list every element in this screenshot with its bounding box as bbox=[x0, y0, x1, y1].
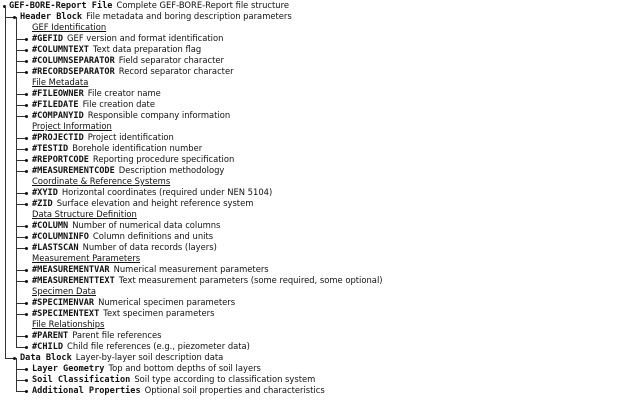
field-node bbox=[32, 88, 161, 99]
field-node-dot bbox=[25, 49, 28, 52]
field-node bbox=[32, 275, 383, 286]
field-node-dot bbox=[25, 148, 28, 151]
field-node-dot bbox=[25, 302, 28, 305]
node-description: File metadata and boring description parameters bbox=[86, 11, 292, 21]
node-description: Numerical specimen parameters bbox=[98, 297, 236, 307]
group-node bbox=[20, 11, 292, 22]
node-key: #COMPANYID bbox=[32, 111, 84, 121]
field-node-dot bbox=[25, 368, 28, 371]
node-key: #MEASUREMENTCODE bbox=[32, 166, 115, 176]
field-node bbox=[32, 231, 213, 242]
field-node bbox=[32, 264, 269, 275]
node-description: Text measurement parameters (some required, some optional) bbox=[118, 275, 383, 285]
field-node bbox=[32, 385, 325, 396]
field-node bbox=[32, 297, 235, 308]
root-node bbox=[9, 0, 289, 11]
field-node bbox=[32, 374, 315, 385]
node-description: Child file references (e.g., piezometer data) bbox=[67, 341, 250, 351]
node-key: Header Block bbox=[20, 12, 83, 22]
node-key: #GEFID bbox=[32, 34, 64, 44]
section-heading: GEF Identification bbox=[32, 22, 107, 32]
node-key: Layer Geometry bbox=[32, 364, 105, 374]
node-key: #LASTSCAN bbox=[32, 243, 79, 253]
field-node bbox=[32, 99, 155, 110]
trunk-line bbox=[5, 6, 6, 358]
node-key: #RECORDSEPARATOR bbox=[32, 67, 115, 77]
node-description: File creator name bbox=[87, 88, 161, 98]
field-node-dot bbox=[25, 93, 28, 96]
field-node-dot bbox=[25, 236, 28, 239]
field-node-dot bbox=[25, 247, 28, 250]
field-node-dot bbox=[25, 203, 28, 206]
field-node bbox=[32, 220, 220, 231]
node-key: #SPECIMENVAR bbox=[32, 298, 95, 308]
field-node-dot bbox=[25, 269, 28, 272]
field-node bbox=[32, 363, 261, 374]
node-key: Data Block bbox=[20, 353, 72, 363]
field-node bbox=[32, 143, 202, 154]
field-node-dot bbox=[25, 60, 28, 63]
branch-line bbox=[16, 17, 17, 347]
field-node-dot bbox=[25, 225, 28, 228]
node-description: Description methodology bbox=[118, 165, 225, 175]
node-description: Complete GEF-BORE-Report file structure bbox=[116, 0, 290, 10]
field-node bbox=[32, 33, 223, 44]
node-description: Layer-by-layer soil description data bbox=[75, 352, 224, 362]
field-node-dot bbox=[25, 38, 28, 41]
field-node bbox=[32, 66, 234, 77]
field-node-dot bbox=[25, 335, 28, 338]
field-node bbox=[32, 198, 253, 209]
node-description: Soil type according to classification system bbox=[134, 374, 316, 384]
section-heading: File Metadata bbox=[32, 77, 89, 87]
node-key: #REPORTCODE bbox=[32, 155, 89, 165]
field-node-dot bbox=[25, 313, 28, 316]
node-description: Optional soil properties and characteristics bbox=[144, 385, 325, 395]
section-heading: Data Structure Definition bbox=[32, 209, 137, 219]
node-key: #XYID bbox=[32, 188, 58, 198]
field-node-dot bbox=[25, 115, 28, 118]
field-node bbox=[32, 165, 224, 176]
group-node bbox=[20, 352, 223, 363]
field-node-dot bbox=[25, 280, 28, 283]
node-description: Borehole identification number bbox=[72, 143, 203, 153]
field-node bbox=[32, 187, 272, 198]
node-key: #MEASUREMENTTEXT bbox=[32, 276, 115, 286]
field-node-dot bbox=[25, 104, 28, 107]
node-description: Text specimen parameters bbox=[103, 308, 215, 318]
field-node-dot bbox=[25, 390, 28, 393]
node-key: #COLUMNTEXT bbox=[32, 45, 89, 55]
field-node bbox=[32, 242, 217, 253]
node-key: #FILEOWNER bbox=[32, 89, 84, 99]
node-description: Number of numerical data columns bbox=[72, 220, 221, 230]
node-description: Project identification bbox=[87, 132, 174, 142]
node-key: #PROJECTID bbox=[32, 133, 84, 143]
section-heading: Specimen Data bbox=[32, 286, 96, 296]
field-node bbox=[32, 330, 161, 341]
node-key: #CHILD bbox=[32, 342, 64, 352]
node-key: #COLUMNSEPARATOR bbox=[32, 56, 115, 66]
field-node bbox=[32, 132, 174, 143]
section-heading: Measurement Parameters bbox=[32, 253, 141, 263]
node-key: #COLUMNINFO bbox=[32, 232, 89, 242]
node-description: Parent file references bbox=[72, 330, 162, 340]
node-description: GEF version and format identification bbox=[67, 33, 224, 43]
node-description: Horizontal coordinates (required under NEN 5104) bbox=[61, 187, 273, 197]
node-key: Soil Classification bbox=[32, 375, 131, 385]
node-description: Record separator character bbox=[118, 66, 234, 76]
node-description: Text data preparation flag bbox=[92, 44, 202, 54]
node-description: Reporting procedure specification bbox=[92, 154, 235, 164]
node-description: Field separator character bbox=[118, 55, 224, 65]
node-description: Surface elevation and height reference system bbox=[56, 198, 254, 208]
field-node-dot bbox=[25, 71, 28, 74]
node-key: #SPECIMENTEXT bbox=[32, 309, 100, 319]
field-node bbox=[32, 154, 234, 165]
node-description: Numerical measurement parameters bbox=[113, 264, 269, 274]
field-node bbox=[32, 55, 224, 66]
field-node-dot bbox=[25, 346, 28, 349]
node-key: #ZID bbox=[32, 199, 53, 209]
field-node-dot bbox=[25, 137, 28, 140]
field-node-dot bbox=[25, 159, 28, 162]
node-key: Additional Properties bbox=[32, 386, 141, 396]
node-description: Top and bottom depths of soil layers bbox=[108, 363, 261, 373]
node-key: #FILEDATE bbox=[32, 100, 79, 110]
field-node bbox=[32, 110, 230, 121]
node-key: #COLUMN bbox=[32, 221, 69, 231]
node-key: GEF-BORE-Report File bbox=[9, 1, 113, 11]
field-node-dot bbox=[25, 192, 28, 195]
node-description: Number of data records (layers) bbox=[82, 242, 217, 252]
node-description: File creation date bbox=[82, 99, 155, 109]
section-heading: File Relationships bbox=[32, 319, 105, 329]
section-heading: Coordinate & Reference Systems bbox=[32, 176, 171, 186]
node-key: #PARENT bbox=[32, 331, 69, 341]
branch-line bbox=[16, 358, 17, 391]
node-key: #TESTID bbox=[32, 144, 69, 154]
section-heading: Project Information bbox=[32, 121, 112, 131]
field-node-dot bbox=[25, 170, 28, 173]
field-node-dot bbox=[25, 379, 28, 382]
node-description: Column definitions and units bbox=[92, 231, 214, 241]
node-description: Responsible company information bbox=[87, 110, 231, 120]
field-node bbox=[32, 341, 250, 352]
field-node bbox=[32, 44, 201, 55]
field-node bbox=[32, 308, 215, 319]
node-key: #MEASUREMENTVAR bbox=[32, 265, 110, 275]
